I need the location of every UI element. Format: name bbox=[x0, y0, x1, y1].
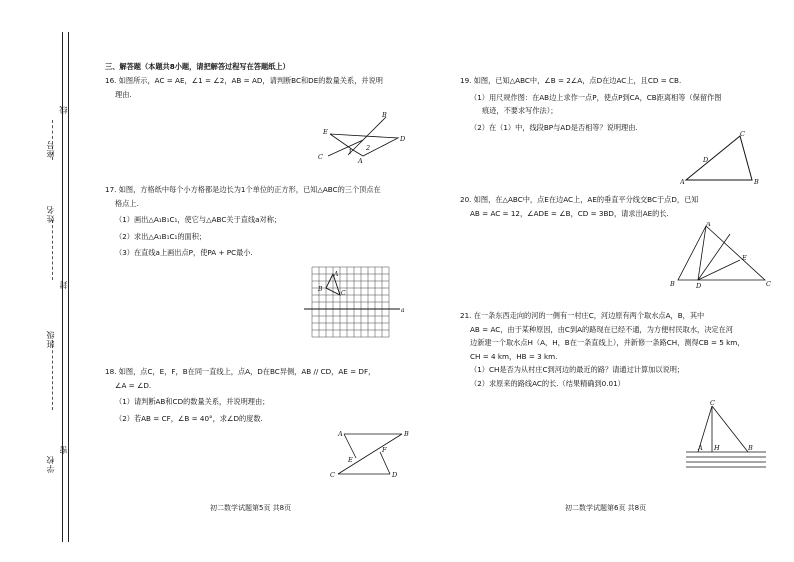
label-line-a: a bbox=[401, 307, 405, 314]
label-A: A bbox=[706, 222, 711, 228]
label-C: C bbox=[341, 290, 346, 297]
label-B: B bbox=[318, 286, 323, 293]
school-label: 学校 bbox=[46, 455, 55, 473]
label-C: C bbox=[766, 280, 771, 288]
label-D: D bbox=[703, 156, 709, 164]
figure-q18 bbox=[330, 428, 410, 482]
label-angle-2: 2 bbox=[366, 144, 371, 152]
figure-q20 bbox=[670, 222, 775, 290]
label-A: A bbox=[334, 271, 339, 278]
question-17: 17. 如图，方格纸中每个小方格都是边长为1个单位的正方形，已知△ABC的三个顶点在 格点上. （1）画出△A₁B₁C₁，使它与△ABC关于直线a对称； （2）求出△A₁B₁C₁的面积； （3）在直线a上画出点P，使PA + PC最小. bbox=[105, 185, 381, 257]
figure-q16 bbox=[318, 112, 408, 164]
label-C: C bbox=[318, 153, 323, 161]
question-20: 20. 如图，在△ABC中，点E在边AC上，AE的垂直平分线交BC于点D，已知 AB = AC = 12，∠ADE = ∠B，CD = 3BD，请求出AE的长. bbox=[460, 195, 699, 218]
seat-label: 座号 bbox=[46, 140, 55, 158]
question-18: 18. 如图，点C，E，F，B在同一直线上，点A，D在BC异侧，AB // CD，AE = DF， ∠A = ∠D. （1）请判断AB和CD的数量关系，并说明理由； （2）若AB = CF，∠B = 40°，求∠D的度数. bbox=[105, 367, 376, 423]
seal-mark-mi: 密 bbox=[59, 445, 68, 454]
class-label: 班级 bbox=[46, 330, 55, 348]
figure-q17-grid bbox=[300, 265, 408, 340]
figure-q21 bbox=[678, 398, 773, 473]
seal-mark-xian: 线 bbox=[59, 105, 68, 114]
section-header: 三、解答题（本题共8小题，请把解答过程写在答题纸上） bbox=[105, 62, 290, 71]
seal-mark-feng: 封 bbox=[59, 280, 68, 289]
label-A: A bbox=[358, 157, 363, 164]
label-B: B bbox=[748, 444, 753, 452]
label-B: B bbox=[670, 280, 675, 288]
label-E: E bbox=[323, 128, 328, 136]
label-C: C bbox=[740, 130, 745, 138]
figure-q19 bbox=[680, 128, 770, 188]
label-C: C bbox=[330, 471, 335, 479]
label-B: B bbox=[754, 178, 759, 186]
label-B: B bbox=[404, 430, 409, 438]
label-E: E bbox=[348, 456, 353, 464]
label-A: A bbox=[680, 178, 685, 186]
label-E: E bbox=[742, 254, 747, 262]
right-page-footer: 初二数学试题第6页 共8页 bbox=[565, 504, 647, 512]
label-A: A bbox=[698, 444, 703, 452]
label-A: A bbox=[338, 430, 343, 438]
question-19: 19. 如图，已知△ABC中，∠B = 2∠A，点D在边AC上，且CD = CB. （1）用尺规作图：在AB边上求作一点P，使点P到CA，CB距离相等（保留作图 痕迹，不要求写作法）； （2）在（1）中，线段BP与AD是否相等？说明理由. bbox=[460, 76, 722, 132]
label-D: D bbox=[392, 471, 398, 479]
left-page-footer: 初二数学试题第5页 共8页 bbox=[210, 504, 292, 512]
question-16: 16. 如图所示，AC = AE，∠1 = ∠2，AB = AD，请判断BC和DE的数量关系，并说明 理由. bbox=[105, 76, 383, 99]
label-B: B bbox=[382, 112, 387, 119]
question-21: 21. 在一条东西走向的河的一侧有一村庄C，河边原有两个取水点A，B，其中 AB = AC，由于某种原因，由C到A的路现在已经不通，为方便村民取水，决定在河 边新建一个取水点H（A，H，B在一条直线上），并新修一条路CH，测得CB = 5 km， CH = 4 km，HB = 3 km. （1）CH是否为从村庄C到河边的最近的路？请通过计算加以说明； （2）求原来的路线AC的长.（结果精确到0.01） bbox=[460, 311, 745, 388]
label-D: D bbox=[400, 135, 406, 143]
label-H: H bbox=[714, 444, 720, 452]
label-D: D bbox=[696, 282, 702, 290]
label-angle-1: 1 bbox=[348, 148, 353, 156]
label-F: F bbox=[382, 446, 387, 454]
name-label: 姓名 bbox=[46, 205, 55, 223]
label-C: C bbox=[710, 399, 715, 407]
binding-margin bbox=[0, 0, 100, 562]
